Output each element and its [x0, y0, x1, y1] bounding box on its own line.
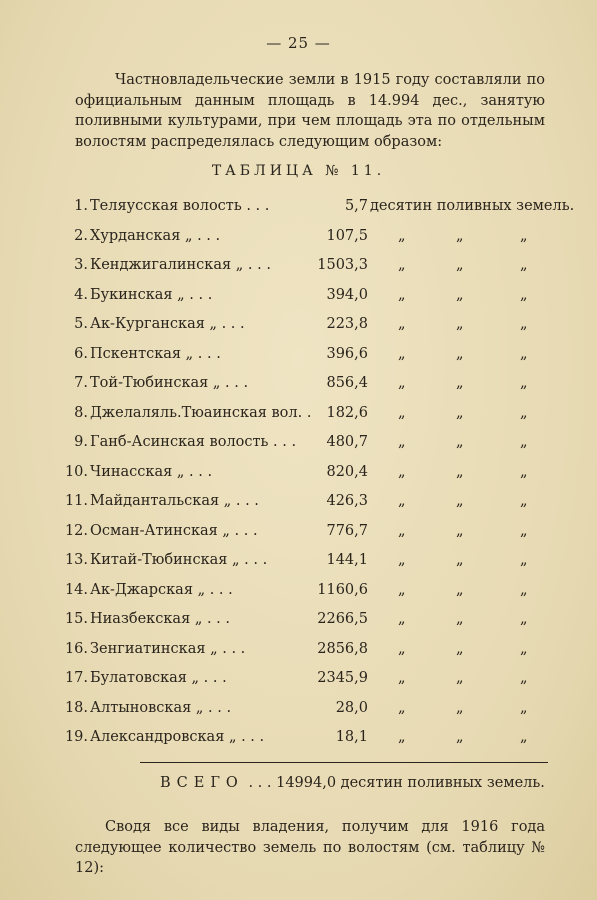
table-row [60, 725, 570, 755]
row-value: 144,1 [326, 552, 368, 568]
ditto-mark: „ [456, 699, 464, 716]
total-label: ВСЕГО [160, 775, 244, 791]
row-value: 182,6 [326, 404, 368, 421]
row-name: Хурданская „ . . . [90, 227, 221, 244]
row-value: 5,7 [344, 198, 368, 214]
row-name: Майдантальская „ . . . [90, 493, 259, 509]
ditto-mark: „ [398, 463, 406, 480]
ditto-mark: „ [520, 227, 528, 244]
ditto-mark: „ [456, 729, 464, 745]
table-row [60, 578, 570, 608]
table-row [60, 696, 570, 726]
ditto-mark: „ [456, 345, 464, 362]
ditto-mark: „ [520, 286, 528, 303]
ditto-mark: „ [398, 316, 406, 332]
row-number: 15. [64, 611, 88, 627]
ditto-mark: „ [520, 257, 528, 273]
ditto-mark: „ [456, 286, 464, 303]
row-number: 4. [74, 286, 88, 303]
row-value: 1160,6 [317, 581, 368, 598]
row-name: Теляусская волость . . . [90, 198, 270, 214]
row-name: Зенгиатинская „ . . . [90, 640, 246, 657]
ditto-mark: „ [398, 699, 406, 716]
ditto-mark: „ [520, 670, 528, 686]
row-value: 396,6 [326, 345, 368, 362]
row-value: 2856,8 [317, 640, 368, 657]
row-number: 1. [74, 198, 88, 214]
ditto-mark: „ [398, 286, 406, 303]
table-row [60, 460, 570, 490]
row-name: Китай-Тюбинская „ . . . [90, 552, 268, 568]
row-name: Пскентская „ . . . [90, 345, 221, 362]
intro-paragraph: Частновладельческие земли в 1915 году составляли по официальным данным площадь в 14.994 дес., занятую поливными культурами, при чем площадь эта по отдельным волостям распределялась следующим образом: [75, 72, 545, 150]
table-title: ТАБЛИЦА № 11. [211, 163, 386, 179]
ditto-mark: „ [456, 316, 464, 332]
row-number: 2. [74, 227, 88, 244]
row-number: 8. [74, 404, 88, 421]
ditto-mark: „ [520, 463, 528, 480]
ditto-mark: „ [398, 670, 406, 686]
total-unit: десятин поливных земель. [340, 775, 545, 791]
ditto-mark: „ [398, 522, 406, 539]
row-number: 11. [64, 493, 88, 509]
table-row [60, 224, 570, 254]
ditto-mark: „ [520, 404, 528, 421]
ditto-mark: „ [456, 434, 464, 450]
row-name: Алтыновская „ . . . [90, 699, 232, 716]
row-name: Джелаляль.Тюаинская вол. . [90, 404, 312, 421]
ditto-mark: „ [520, 522, 528, 539]
ditto-mark: „ [520, 699, 528, 716]
table-row [60, 342, 570, 372]
total-value: 14994,0 [276, 775, 337, 791]
row-value: 394,0 [326, 286, 368, 303]
ditto-mark: „ [520, 640, 528, 657]
ditto-mark: „ [398, 581, 406, 598]
row-value: 820,4 [326, 463, 368, 480]
row-unit: десятин поливных земель. [370, 198, 575, 214]
table-row [60, 283, 570, 313]
row-value: 107,5 [326, 227, 368, 244]
ditto-mark: „ [456, 257, 464, 273]
table-row [60, 253, 570, 283]
row-number: 5. [74, 316, 88, 332]
ditto-mark: „ [456, 463, 464, 480]
row-number: 10. [64, 463, 88, 480]
row-value: 28,0 [335, 699, 368, 716]
row-value: 1503,3 [317, 257, 368, 273]
ditto-mark: „ [398, 611, 406, 627]
table-row [60, 519, 570, 549]
ditto-mark: „ [398, 434, 406, 450]
row-name: Той-Тюбинская „ . . . [90, 375, 249, 391]
table-row [60, 666, 570, 696]
row-name: Ганб-Асинская волость . . . [90, 434, 297, 450]
row-name: Чинасская „ . . . [90, 463, 213, 480]
row-name: Александровская „ . . . [90, 729, 265, 745]
ditto-mark: „ [520, 493, 528, 509]
row-value: 18,1 [335, 729, 368, 745]
ditto-mark: „ [398, 257, 406, 273]
closing-paragraph: Сводя все виды владения, получим для 1916 года следующее количество земель по волостям (см. таблицу № 12): [75, 819, 545, 876]
row-number: 16. [64, 640, 88, 657]
ditto-mark: „ [456, 670, 464, 686]
total-rule [140, 762, 548, 763]
total-row [160, 775, 545, 791]
row-name: Букинская „ . . . [90, 286, 213, 303]
page-number: — 25 — [266, 34, 331, 52]
table-row [60, 548, 570, 578]
row-value: 426,3 [326, 493, 368, 509]
row-name: Ак-Джарская „ . . . [90, 581, 233, 598]
table-row [60, 607, 570, 637]
ditto-mark: „ [456, 404, 464, 421]
ditto-mark: „ [398, 227, 406, 244]
table-row [60, 401, 570, 431]
ditto-mark: „ [456, 611, 464, 627]
row-number: 7. [74, 375, 88, 391]
row-number: 9. [74, 434, 88, 450]
row-name: Ниазбекская „ . . . [90, 611, 230, 627]
table-row [60, 194, 575, 224]
row-number: 12. [64, 522, 88, 539]
data-table [60, 194, 575, 755]
ditto-mark: „ [456, 522, 464, 539]
table-row [60, 371, 570, 401]
ditto-mark: „ [520, 316, 528, 332]
table-row [60, 430, 570, 460]
table-row [60, 312, 570, 342]
table-row [60, 637, 570, 667]
row-name: Кенджигалинская „ . . . [90, 257, 271, 273]
row-value: 2345,9 [317, 670, 368, 686]
row-value: 2266,5 [317, 611, 368, 627]
table-row [60, 489, 570, 519]
row-number: 17. [64, 670, 88, 686]
ditto-mark: „ [398, 345, 406, 362]
ditto-mark: „ [520, 552, 528, 568]
total-dots: . . . [248, 775, 272, 791]
ditto-mark: „ [520, 434, 528, 450]
ditto-mark: „ [398, 493, 406, 509]
row-number: 19. [64, 729, 88, 745]
ditto-mark: „ [456, 227, 464, 244]
row-number: 18. [64, 699, 88, 716]
row-value: 223,8 [326, 316, 368, 332]
ditto-mark: „ [520, 581, 528, 598]
ditto-mark: „ [398, 552, 406, 568]
row-number: 13. [64, 552, 88, 568]
row-name: Ак-Курганская „ . . . [90, 316, 245, 332]
ditto-mark: „ [456, 552, 464, 568]
ditto-mark: „ [520, 729, 528, 745]
row-number: 6. [74, 345, 88, 362]
ditto-mark: „ [398, 404, 406, 421]
row-value: 480,7 [326, 434, 368, 450]
row-value: 856,4 [326, 375, 368, 391]
ditto-mark: „ [456, 375, 464, 391]
row-name: Осман-Атинская „ . . . [90, 522, 258, 539]
ditto-mark: „ [520, 345, 528, 362]
row-number: 3. [74, 257, 88, 273]
ditto-mark: „ [456, 493, 464, 509]
ditto-mark: „ [456, 581, 464, 598]
row-value: 776,7 [326, 522, 368, 539]
ditto-mark: „ [456, 640, 464, 657]
ditto-mark: „ [520, 611, 528, 627]
ditto-mark: „ [398, 375, 406, 391]
ditto-mark: „ [398, 729, 406, 745]
ditto-mark: „ [398, 640, 406, 657]
row-name: Булатовская „ . . . [90, 670, 227, 686]
ditto-mark: „ [520, 375, 528, 391]
row-number: 14. [64, 581, 88, 598]
